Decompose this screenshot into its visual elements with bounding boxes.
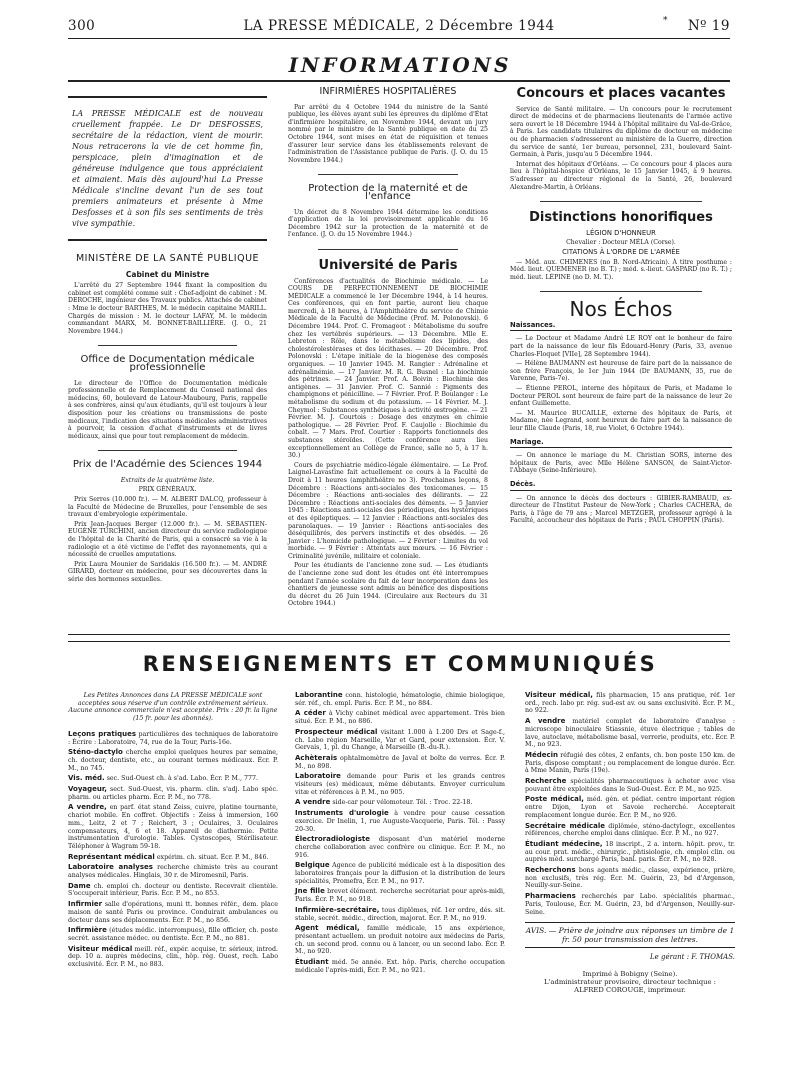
annonce-item (525, 692, 735, 715)
annonce-label: Visiteur médical (68, 944, 133, 953)
naissance-item: — Le Docteur et Madame André LE ROY ont le bonheur de faire part de la naissance de leur fils Édouard-Henry (Paris, 33, avenue Charles-Floquet [VIIe], 28 Septembre 1944). (510, 335, 732, 358)
annonce-label: Prospecteur médical (295, 727, 378, 736)
column-left (68, 96, 267, 586)
citations-heading: CITATIONS À L'ORDRE DE L'ARMÉE (562, 247, 680, 256)
prix-text: Prix Jean-Jacques Berger (12.000 fr.). — M. SÉBASTIEN-EUGÈNE TURCHINI, ancien directeur du service radiologique de l'hôpital de la Charité de Paris, qui a consacré sa vie à la radiologie et a été victime de l'effet des rayonnements, qui a nécessité de cruelles amputations. (68, 520, 267, 559)
annonce-text: famille médicale, 15 ans expérience, présentant actuellem. un produit notoire aux médecins de Paris, ch. un second prod. connu ou à lancer, ou un second labo. Écr. P. M., no 920. (295, 925, 505, 956)
annonce-label: Dame (68, 881, 91, 890)
page-number: 300 (68, 18, 96, 34)
annonce-label: Visiteur médical, (525, 691, 593, 699)
annonce-text: à Vichy cabinet médical avec appartement. Très bien situé. Écr. P. M., no 886. (295, 710, 505, 726)
annonce-label: Infirmier (68, 900, 103, 909)
annonce-item (525, 718, 735, 749)
annonce-text: expérim. ch. situat. Écr. P. M., 846. (156, 853, 269, 861)
annonce-item (525, 893, 735, 916)
annonce-item (68, 775, 278, 783)
annonce-label: Leçons pratiques (68, 729, 137, 738)
annonce-label: Laboratoire analyses (68, 863, 153, 872)
annonce-label: Belgique (295, 861, 330, 870)
annonce-text: en parf. état stand Zeiss, cuivre, platine tournante, chariot mobile. En coffret. Objectifs : Zeiss à immersion, 160 mm., Leitz, 2 et 7 ; Reichert, 3 ; Oculaires, 3. Oculaires compensateurs, 4, 6 et 18. Appareil de diathermie. Petite instrumentation d'urologie. Tables. Cystoscopes, Stérilisateur. Téléphoner à Wagram 59-18. (68, 804, 278, 850)
mariage-item: — On annonce le mariage du M. Christian SORS, interne des hôpitaux de Paris, avec Mlle Hélène SANSON, de Saint-Victor-l'Abbaye (Seine-Inférieure). (510, 452, 732, 475)
legion-text: Chevalier : Docteur MÉLA (Corse). (566, 239, 676, 247)
annonce-label: Représentant médical (68, 852, 155, 861)
annonce-text: side-car pour vélomoteur. Tél. : Troc. 22-18. (332, 799, 473, 807)
annonce-label: Jne fille (295, 887, 325, 896)
universite-text: Pour les étudiants de l'ancienne zone sud. — Les étudiants de l'ancienne zone sud dont les études ont été interrompues pendant l'année scolaire du fait de leur incorporation dans les chantiers de jeunesse sont admis au bénéfice des dispositions du décret du 26 Juin 1944. (Circulaire aux Recteurs du 31 Octobre 1944.) (288, 562, 488, 608)
column-middle (288, 88, 488, 610)
tribute-box: LA PRESSE MÉDICALE est de nouveau cruellement frappée. Le Dr DESFOSSES, secrétaire de la rédaction, vient de mourir. Nous retracerons la vie de cet homme fin, perspicace, plein d'imagination et de généreuse indulgence que tous appréciaient et aimaient. Mais dès aujourd'hui La Presse Médicale s'incline devant l'un de ses tout premiers animateurs et présente à Mme Desfosses et à son fils ses sentiments de très vive sympathie. (68, 96, 267, 241)
annonce-item (525, 841, 735, 864)
annonce-text: ophtalmomètre de Javal et boîte de verres. Écr. P. M., no 898. (295, 754, 505, 770)
annonce-item (295, 773, 505, 796)
column-right (510, 88, 732, 527)
journal-title: LA PRESSE MÉDICALE, 2 Décembre 1944 (243, 18, 555, 34)
annonce-item (295, 925, 505, 956)
annonce-item (68, 927, 278, 942)
universite-text: Conférences d'actualités de Biochimie médicale. — Le COURS DE PERFECTIONNEMENT DE BIOCHIMIE MÉDICALE a commencé le 1er Décembre 1944, à 14 heures. Ces conférences, qui en font partie, auront lieu chaque mercredi, à 18 heures, à l'Amphithéâtre du service de Chimie Médicale de la Faculté de Médecine (Prof. M. Polonovski). 6 Décembre 1944. Prof. C. Fromageot : Métabolisme du soufre chez les vertébrés supérieurs. — 13 Décembre. Mlle E. Lebreton : Rôle, dans le métabolisme des lipides, des cholestérolestérases et des lécithases. — 20 Décembre. Prof. Polonovski : L'étape initiale de la biogenèse des composés organiques. — 10 Janvier 1945. M. Rangier : Adrénaline et adrénalinémie. — 17 Janvier. M. R. G. Busnel : La biochimie des pétrines. — 24 Janvier. Prof. A. Boivin : Biochimie des antigènes. — 31 Janvier. Prof. C. Sannié : Pigments des champignons et pénicilline. — 7 Février. Prof. P. Boulanger : Le métabolisme du sodium et du potassium. — 14 Février. M. J. Cheymol : Substances synthétiques à activité œstrogène. — 21 Février. M. J. Courtois : Dosage des enzymes en chimie pathologique. — 28 Février. Prof. F. Caujolle : Biochimie du cobalt. — 7 Mars. Prof. Courtier : Rapports fonctionnels des substances stéroïdes. (Cette conférence aura lieu exceptionnellement au Collège de France, salle no 5, à 17 h. 30.) (288, 277, 488, 460)
legion-heading: LÉGION D'HONNEUR (586, 228, 656, 237)
annonces-column-1 (68, 692, 278, 972)
header-rule (68, 38, 730, 39)
annonce-item (295, 959, 505, 974)
annonce-item (295, 729, 505, 752)
annonce-label: Infirmière (68, 926, 107, 935)
annonce-label: Recherche (525, 777, 567, 786)
annonce-text: 18 inscript., 2 a. intern. hôpit. prov., tr. au cour. prat. médic., chirurgic., phtisiologie, ch. emploi clin. ou auprès méd. surchargé Paris, banl. paris. Écr. P. M., no 928. (525, 840, 735, 864)
imprimeur-line: Imprimé à Bobigny (Seine). (582, 969, 678, 978)
echos-heading: Nos Échos (569, 297, 673, 322)
divider (98, 450, 237, 451)
annonce-text: Agence de publicité médicale est à la disposition des laboratoires français pour la diffusion et la distribution de leurs spécialités, Promefra, Écr. P. M., no 917. (295, 862, 505, 885)
annonce-label: Agent médical, (295, 924, 360, 933)
annonce-text: diplômée, sténo-dactylogr., excellentes références, cherche emploi dans clinique. Écr. P. M., no 927. (525, 822, 735, 838)
annonce-text: demande pour Paris et les grands centres visiteurs (es) médicaux, même débutants. Envoyer curriculum vitæ et références à P. M., no 905. (295, 773, 505, 796)
annonce-text: disposant d'un matériel moderne cherche collaboration avec confrère ou clinique. Écr. P. M., no 916. (295, 836, 505, 859)
annonce-text: salle d'opérations, muni tt. bonnes référ., dem. place maison de santé Paris ou province. Conduirait ambulances ou docteur dans ses déplacements. Écr. P. M., no 856. (68, 901, 278, 924)
prix-text: Prix Serres (10.000 fr.). — M. ALBERT DALCQ, professeur à la Faculté de Médecine de Bruxelles, pour l'ensemble de ses travaux d'embryologie expérimentale. (68, 496, 267, 519)
annonce-text: sect. Sud-Ouest, vis. pharm. clin. s'adj. Labo spéc. pharm. ou articles pharm. Écr. P. M., no 778. (68, 786, 278, 801)
annonce-label: Vis. méd. (68, 774, 105, 783)
annonce-item (525, 823, 735, 838)
annonces-list (525, 692, 735, 916)
annonce-label: Achèterais (295, 753, 338, 762)
imprimeur-line: ALFRED COROUGE, imprimeur. (574, 986, 686, 995)
annonce-item (68, 804, 278, 850)
annonces-list (68, 731, 278, 969)
annonce-label: Infirmière-secrétaire, (295, 905, 380, 914)
annonces-column-2 (295, 692, 505, 978)
annonce-item (295, 710, 505, 725)
imprimeur-block (525, 970, 735, 995)
annonce-text: méd. 5e année. Ext. hôp. Paris, cherche occupation médicale l'après-midi, Écr. P. M., no 921. (295, 959, 505, 974)
divider (318, 174, 458, 175)
annonce-item (68, 731, 278, 746)
annonce-text: brevet élément. recherche secrétariat pour après-midi, Paris. Écr. P. M., no 918. (295, 888, 505, 904)
annonce-item (295, 836, 505, 859)
divider (540, 201, 702, 202)
divider (318, 249, 458, 250)
mariage-heading: Mariage. (510, 439, 732, 449)
annonce-label: Recherchons (525, 866, 576, 875)
office-text: Le directeur de l'Office de Documentation médicale professionnelle et de Remplacement du Conseil national des médecins, 60, boulevard de Latour-Maubourg, Paris, rappelle à ses confrères, ainsi qu'aux étudiants, qu'il est toujours à leur disposition pour les créations ou transmissions de poste médicaux, l'indication des situations médicales administratives à pourvoir, la cession d'achat d'instruments et de livres médicaux, ainsi que pour tout remplacement de médecin. (68, 379, 267, 440)
annonce-label: Voyageur, (68, 785, 107, 794)
annonce-label: Laborantine (295, 691, 343, 699)
universite-text: Cours de psychiatrie médico-légale élémentaire. — Le Prof. Laignel-Lavastine fait actuellement ce cours à la Faculté de Droit à 11 heures (amphithéâtre no 3). Prochaines leçons, 8 Décembre : Réactions anti-sociales des toxicomanes. — 15 Décembre : Réactions anti-sociales des délirants. — 22 Décembre : Réactions anti-sociales des déments. — 5 Janvier 1945 : Réactions anti-sociales des périodiques, des hystériques et des épileptiques. — 12 Janvier : Réactions anti-sociales des paranoïaques. — 19 Janvier : Réactions anti-sociales des déséquilibrés, des pervers instinctifs et des obsédés. — 26 Janvier : L'homicide pathologique. — 2 Février : Limites du vol morbide. — 9 Février : Attentats aux mœurs. — 16 Février : Criminalité juvénile, militaire et coloniale. (288, 461, 488, 560)
annonce-text: fils pharmacien, 15 ans pratique, réf. 1er ord., rech. labo pr. rég. sud-est av. ou sans exclusivité. Écr. P. M., no 922. (525, 692, 735, 715)
cabinet-heading: Cabinet du Ministre (125, 269, 210, 279)
maternite-text: Un décret du 8 Novembre 1944 détermine les conditions d'application de la loi provisoirement applicable du 16 Décembre 1942 sur la protection de la maternité et de l'enfance. (J. O. du 15 Novembre 1944.) (288, 208, 488, 239)
prix-heading: Prix de l'Académie des Sciences 1944 (72, 459, 263, 471)
annonce-label: Étudiant médecine, (525, 839, 603, 848)
annonce-item (295, 799, 505, 807)
annonce-item (68, 854, 278, 862)
annonce-text: particulières des techniques de laboratoire : Écrire : Laboratoire, 74, rue de la Tour, Paris-16e. (68, 730, 278, 746)
annonce-text: (études médic. interrompues), fille officier, ch. poste secrét. assistance médec. ou dentiste. Écr. P. M., no 881. (68, 927, 278, 942)
annonce-text: visitant 1.000 à 1.200 Drs et Sage-f., ch. Labo région Marseille, Var et Gard, pour extension. Écr. V. Gervais, 1, pl. du Change, à Marseille (B.-du-R.). (295, 728, 505, 752)
annonce-label: Électroradiologiste (295, 835, 370, 844)
section-rule (68, 80, 730, 82)
universite-heading: Université de Paris (318, 257, 458, 273)
header-mark: * (663, 16, 668, 26)
annonce-text: tous diplômes, réf. 1er ordre, dés. sit. stable, secrét. médic., direction, majorat. Écr. P. M., no 919. (295, 906, 505, 922)
concours-heading: Concours et places vacantes (516, 86, 726, 101)
annonce-label: A vendre, (68, 803, 107, 812)
annonce-label: Poste médical, (525, 795, 584, 804)
prix-text: Prix Laura Mounier de Saridakis (16.500 fr.). — M. ANDRÉ GIRARD, docteur en médecine, pour ses découvertes dans la série des hormones sexuelles. (68, 560, 267, 583)
annonce-label: Sténo-dactylo (68, 748, 123, 757)
annonce-item (525, 752, 735, 775)
deces-item: — On annonce le décès des docteurs : GIBIER-RAMBAUD, ex-directeur de l'Institut Pasteur de New-York ; Charles CACHERA, de Paris, à l'âge de 79 ans ; Marcel METZGER, professeur agrégé à la Faculté, accoucheur des hôpitaux de Paris ; PAUL CHOPPIN (Paris). (510, 494, 732, 525)
annonce-label: Laboratoire (295, 772, 341, 781)
naissance-item: — M. Maurice BUCAILLE, externe des hôpitaux de Paris, et Madame, née Legrand, sont heureux de faire part de la naissance de leur fille Claude (Paris, 18, rue Violet, 6 Octobre 1944). (510, 409, 732, 432)
annonce-label: Médecin (525, 750, 559, 759)
annonce-label: A céder (295, 709, 326, 718)
page-header (68, 18, 730, 34)
citations-text: — Méd. aux. CHIMENES (no B. Nord-Africain). À titre posthume : Méd. lieut. QUEMENER (no B. T.) ; méd. s.-lieut. GASPARD (no R. T.) ; méd. lieut. LÉPINE (no D. M. T.). (510, 258, 732, 281)
annonce-item (295, 692, 505, 707)
annonce-item (68, 864, 278, 879)
cabinet-text: L'arrêté du 27 Septembre 1944 fixant la composition du cabinet est complété comme suit : Chef-adjoint de cabinet : M. DEROCHE, ingénieur des Travaux publics. Attachés de cabinet : Mme le docteur BARTHES, M. le médecin capitaine MARILL. Chargés de mission : M. le docteur LAFAY, M. le médecin commandant MARX, M. BONNET-BAILLIÈRE. (J. O., 21 Novembre 1944.) (68, 282, 267, 335)
annonce-label: A vendre (295, 798, 331, 807)
annonce-item (295, 888, 505, 903)
naissance-item: — Étienne PEROL, interne des hôpitaux de Paris, et Madame le Docteur PEROL sont heureux de faire part de la naissance de leur 2e enfant Guillemette. (510, 385, 732, 408)
divider (540, 291, 702, 292)
section-title: INFORMATIONS (288, 53, 512, 77)
annonce-text: sec. Sud-Ouest ch. à s'ad. Labo. Écr. P. M., 777. (106, 775, 259, 783)
annonce-text: recherche chimiste très au courant analyses médicales. Hinglais, 30 r. de Miromesnil, Paris. (68, 864, 278, 880)
annonce-item (68, 786, 278, 801)
concours-text: Internat des hôpitaux d'Orléans. — Ce concours pour 4 places aura lieu à l'hôpital-hospice d'Orléans, le 15 Janvier 1945, à 9 heures. S'adresser au directeur régional de la Santé, 26, boulevard Alexandre-Martin, à Orléans. (510, 160, 732, 191)
annonce-item (68, 749, 278, 772)
prix-subtitle: Extraits de la quatrième liste. (120, 476, 215, 484)
annonce-text: ch. emploi ch. docteur ou dentiste. Recevrait clientèle. S'occuperait intérieur, Paris. Écr. P. M., no 853. (68, 882, 278, 898)
annonce-item (525, 796, 735, 819)
annonce-label: Étudiant (295, 958, 329, 967)
naissance-item: — Hélène BAUMANN est heureuse de faire part de la naissance de son frère François, le 1er Juin 1944 (Dr BAUMANN, 35, rue de Varenne, Paris-7e). (510, 360, 732, 383)
annonce-item (68, 946, 278, 969)
maternite-heading: Protection de la maternité et de l'enfance (308, 183, 468, 202)
annonce-label: Instruments d'urologie (295, 809, 389, 818)
annonce-label: Pharmaciens (525, 892, 576, 901)
ministry-heading: MINISTÈRE DE LA SANTÉ PUBLIQUE (75, 253, 260, 264)
annonce-label: A vendre (525, 717, 566, 726)
band-rule (68, 634, 730, 642)
annonce-item (68, 901, 278, 924)
annonce-item (68, 883, 278, 898)
annonce-text: cherche emploi quelques heures par semaine, ch. docteur, dentiste, etc., au courant termes médicaux. Écr. P. M., no 745. (68, 749, 278, 772)
annonce-text: recherchés par Labo. spécialités pharmac., Paris, Toulouse, Écr. M. Guérin, 23, bd d'Argenson, Neuilly-sur-Seine. (525, 893, 735, 916)
annonce-text: matériel complet de laboratoire d'analyse : microscope binoculaire Stiassnie, étuve électrique ; tables de lave, autoclave, métabolisme basal, verrerie, produits, etc. Écr. P. M., no 923. (525, 718, 735, 749)
annonce-item (525, 867, 735, 890)
concours-text: Service de Santé militaire. — Un concours pour le recrutement direct de médecins et de pharmaciens lieutenants de l'armée active sera ouvert le 18 Décembre 1944 à l'hôpital militaire du Val-de-Grâce, à Paris. Les candidats titulaires du diplôme de docteur en médecine ou de pharmacien s'adresseront au ministère de la Guerre, direction du service de santé, 1er bureau, personnel, 231, boulevard Saint-Germain, à Paris, jusqu'au 5 Décembre 1944. (510, 105, 732, 159)
annonce-text: méd. gén. et pédiat. centre important région entre Dijon, Lyon et Savoie recherché. Accepterait remplacement longue durée. Écr. P. M., no 926. (525, 796, 735, 819)
infirmieres-heading: INFIRMIÈRES HOSPITALIÈRES (319, 86, 457, 97)
annonce-text: réfugié des côtes, 2 enfants, ch. bon poste 150 km. de Paris, dispose comptant ; ou remplacement de longue durée. Écr. à Mme Manin, Paris (19e). (525, 751, 735, 775)
annonce-text: conn. histologie, hématologie, chimie biologique, sér. réf., ch. empl. Paris. Écr. P. M., no 884. (295, 692, 505, 707)
annonces-column-3 (525, 692, 735, 995)
office-heading: Office de Documentation médicale professionnelle (80, 354, 255, 373)
avis-box: AVIS. — Prière de joindre aux réponses un timbre de 1 fr. 50 pour transmission des lettres. (525, 922, 735, 948)
distinctions-heading: Distinctions honorifiques (529, 210, 713, 226)
annonce-item (295, 862, 505, 885)
annonce-label: Secrétaire médicale (525, 821, 605, 830)
imprimeur-line: L'administrateur provisoire, directeur technique : (544, 978, 716, 987)
naissances-heading: Naissances. (510, 322, 732, 332)
annonces-list (295, 692, 505, 975)
annonce-text: à vendre pour cause cessation exercice. Dr Inelin, 1, rue Auguste-Vacquerie, Paris. Tél. : Passy 20-30. (295, 810, 505, 833)
annonces-intro: Les Petites Annonces dans LA PRESSE MÉDICALE sont acceptées sous réserve d'un contrôle extrêmement sérieux. Aucune annonce commerciale n'est acceptée. Prix : 20 fr. la ligne (15 fr. pour les abonnés). (68, 692, 278, 723)
annonce-item (295, 810, 505, 833)
infirmieres-text: Par arrêté du 4 Octobre 1944 du ministre de la Santé publique, les élèves ayant subi les épreuves du diplôme d'État d'infirmière hospitalière, en Novembre 1944, devant un jury nommé par le ministre de la Santé publique en date du 25 Octobre 1944, sont mises en état de réquisition et tenues d'assurer leur service dans les établissements relevant de l'administration de l'Assistance publique de Paris. (J. O. du 15 Novembre 1944.) (288, 103, 488, 164)
gerant-line: Le gérant : F. THOMAS. (649, 953, 735, 962)
annonce-text: spécialités pharmaceutiques à acheter avec visa pouvant être exploitées dans le Sud-Ouest. Écr. P. M., no 925. (525, 778, 735, 793)
annonce-text: bons agents médic., classe, expérience, prière, non exclusifs, très rég. Écr. M. Guérin, 23, bd d'Argenson, Neuilly-sur-Seine. (525, 867, 735, 890)
divider (98, 345, 237, 346)
issue-number: Nº 19 (687, 18, 730, 34)
renseignements-heading: RENSEIGNEMENTS ET COMMUNIQUÉS (142, 652, 658, 676)
annonce-item (295, 755, 505, 770)
deces-heading: Décès. (510, 481, 732, 491)
prix-generaux: PRIX GÉNÉRAUX. (138, 486, 197, 494)
annonce-text: meill. réf., expér. acquise, tr. sérieux, introd. dep. 10 a. auprès médecins, clin., hôp. rég. Ouest, rech. Labo exclusivité. Écr. P. M., no 883. (68, 945, 278, 969)
annonce-item (525, 778, 735, 793)
annonce-item (295, 907, 505, 922)
